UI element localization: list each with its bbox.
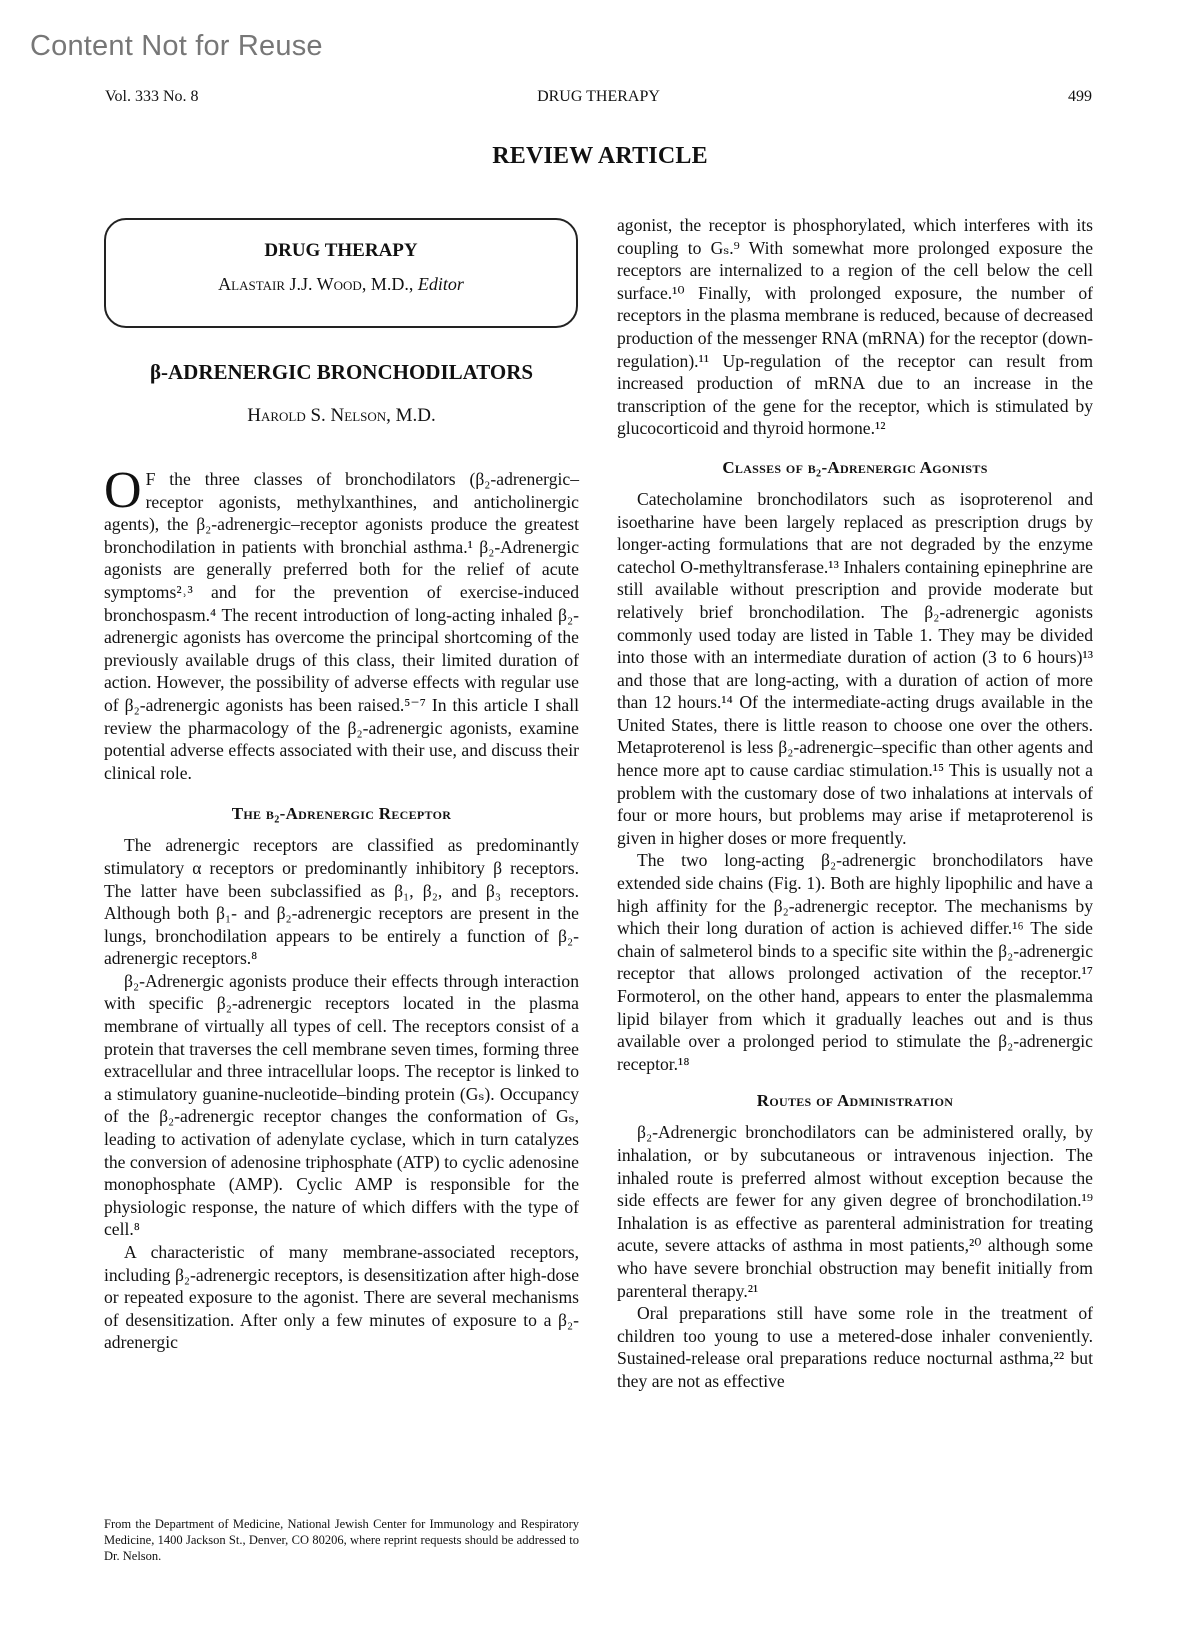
editor-box-title: DRUG THERAPY [264, 240, 418, 261]
editor-box [104, 218, 578, 328]
receptor-paragraph-3: A characteristic of many membrane-associated receptors, including β₂-adrenergic receptors, is desensitization after high-dose or repeated exposure to the agonist. There are several mechanisms of desensitization. After only a few minutes of exposure to a β₂-adrenergic [104, 1242, 579, 1353]
receptor-paragraph-2: β₂-Adrenergic agonists produce their effects through interaction with specific β₂-adrenergic receptors located in the plasma membrane of virtually all types of cell. The receptors consist of a protein that traverses the cell membrane seven times, forming three extracellular and three intracellular loops. The receptor is linked to a stimulatory guanine-nucleotide–binding protein (Gₛ). Occupancy of the β₂-adrenergic receptor changes the conformation of Gₛ, leading to activation of adenylate cyclase, which in turn catalyzes the conversion of adenosine triphosphate (ATP) to cyclic adenosine monophosphate (AMP). Cyclic AMP is responsible for the physiologic response, the nature of which differs with the type of cell.⁸ [104, 970, 579, 1240]
editor-role: Editor [417, 274, 464, 294]
editor-line [106, 274, 576, 295]
watermark-text: Content Not for Reuse [30, 30, 323, 62]
page-number: 499 [1068, 88, 1092, 105]
running-head [105, 88, 1092, 110]
article-type-heading: REVIEW ARTICLE [492, 143, 708, 169]
section-title: DRUG THERAPY [537, 88, 660, 105]
affiliation-footnote: From the Department of Medicine, National Jewish Center for Immunology and Respiratory Medicine, 1400 Jackson St., Denver, CO 80206, where reprint requests should be addressed to Dr. Nelson. [104, 1517, 579, 1563]
editor-name: Alastair J.J. Wood, M.D., [218, 274, 414, 294]
left-column [104, 462, 579, 1354]
classes-paragraph-2: The two long-acting β₂-adrenergic bronchodilators have extended side chains (Fig. 1). Both are highly lipophilic and have a high affinity for the β₂-adrenergic receptor. The mechanisms by which their long duration of action is achieved differ.¹⁶ The side chain of salmeterol binds to a specific site within the β₂-adrenergic receptor that allows prolonged activation of the receptor.¹⁷ Formoterol, on the other hand, appears to enter the plasmalemma lipid bilayer from which it gradually leaches out and is thus available over a prolonged period to stimulate the β₂-adrenergic receptor.¹⁸ [617, 850, 1093, 1074]
article-title: β-ADRENERGIC BRONCHODILATORS [149, 360, 534, 384]
receptor-paragraph-1: The adrenergic receptors are classified as predominantly stimulatory α receptors or predominantly inhibitory β receptors. The latter have been subclassified as β₁, β₂, and β₃ receptors. Although both β₁- and β₂-adrenergic receptors are present in the lungs, bronchodilation appears to be entirely a function of β₂-adrenergic receptors.⁸ [104, 835, 579, 969]
volume-number: Vol. 333 No. 8 [105, 88, 199, 105]
continued-paragraph: agonist, the receptor is phosphorylated, which interferes with its coupling to Gₛ.⁹ With somewhat more prolonged exposure the receptors are internalized to a region of the cell below the cell surface.¹⁰ Finally, with prolonged exposure, the number of receptors in the plasma membrane is reduced, because of decreased production of the messenger RNA (mRNA) for the receptor (down-regulation).¹¹ Up-regulation of the receptor can result from increased production of mRNA due to an increase in the transcription of the gene for the receptor, which is stimulated by glucocorticoid and thyroid hormone.¹² [617, 215, 1093, 439]
right-column [617, 214, 1093, 1393]
section-heading-routes: Routes of Administration [756, 1091, 954, 1111]
intro-text: F the three classes of bronchodilators (β₂-adrenergic–receptor agonists, methylxanthines, and anticholinergic agents), the β₂-adrenergic–receptor agonists produce the greatest bronchodilation in patients with bronchial asthma.¹ β₂-Adrenergic agonists are generally preferred both for the relief of acute symptoms²˒³ and for the prevention of exercise-induced bronchospasm.⁴ The recent introduction of long-acting inhaled β₂-adrenergic agonists has overcome the principal shortcoming of the previously available drugs of this class, their limited duration of action. However, the possibility of adverse effects with regular use of β₂-adrenergic agonists has been raised.⁵⁻⁷ In this article I shall review the pharmacology of the β₂-adrenergic agonists, examine potential adverse effects associated with their use, and discuss their clinical role. [104, 469, 579, 783]
routes-paragraph-2: Oral preparations still have some role in the treatment of children too young to use a metered-dose inhaler conveniently. Sustained-release oral preparations reduce nocturnal asthma,²² but they are not as effective [617, 1303, 1093, 1391]
classes-paragraph-1: Catecholamine bronchodilators such as isoproterenol and isoetharine have been largely replaced as prescription drugs by longer-acting formulations that are not degraded by the enzyme catechol O-methyltransferase.¹³ Inhalers containing epinephrine are still available without prescription and provide moderate but relatively brief bronchodilation. The β₂-adrenergic agonists commonly used today are listed in Table 1. They may be divided into those with an intermediate duration of action (3 to 6 hours)¹³ and those that are long-acting, with a duration of action of more than 12 hours.¹⁴ Of the intermediate-acting drugs available in the United States, there is little reason to choose one over the others. Metaproterenol is less β₂-adrenergic–specific than other agents and hence more apt to cause cardiac stimulation.¹⁵ This is usually not a problem with the customary dose of two inhalations at intervals of four or more hours, but problems may arise if metaproterenol is given in higher doses or more frequently. [617, 488, 1093, 848]
article-author: Harold S. Nelson, M.D. [247, 405, 436, 426]
drop-cap: O [104, 462, 142, 519]
intro-paragraph [104, 462, 579, 784]
section-heading-classes: Classes of β₂-Adrenergic Agonists [722, 457, 988, 477]
section-heading-receptor: The β₂-Adrenergic Receptor [231, 804, 452, 824]
routes-paragraph-1: β₂-Adrenergic bronchodilators can be administered orally, by inhalation, or by subcutaneous or intravenous injection. The inhaled route is preferred almost without exception because the side effects are fewer for any given degree of bronchodilation.¹⁹ Inhalation is as effective as parenteral administration for treating acute, severe attacks of asthma in most patients,²⁰ although some who have severe bronchial obstruction may benefit initially from parenteral therapy.²¹ [617, 1122, 1093, 1301]
